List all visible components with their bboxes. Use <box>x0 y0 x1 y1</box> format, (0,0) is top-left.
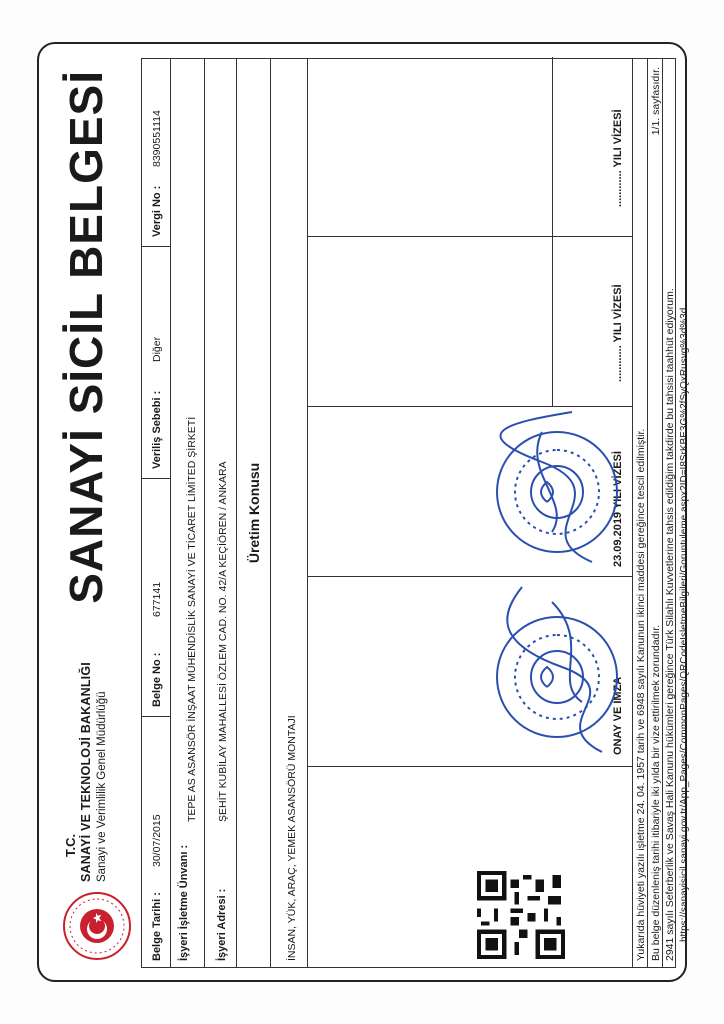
footer-line-3: 2941 sayılı Seferberlik ve Savaş Hali Kanunu hükümleri gereğince Türk Silahlı Kuvvetlerine tahsis edildiğim takdirde bu tahsisi taahhüt ediyorum. <box>664 288 676 961</box>
ministry-emblem-icon <box>61 890 133 962</box>
visa-3-label: ............ YILI VİZESİ <box>612 109 624 207</box>
unvan-value: TEPE AS ASANSÖR İNŞAAT MÜHENDİSLİK SANAYİ VE TİCARET LİMİTED ŞİRKETİ <box>186 416 198 822</box>
verilis-sebebi-label: Veriliş Sebebi : <box>151 390 163 469</box>
onay-ve-imza-label: ONAY VE İMZA <box>612 676 624 755</box>
page-number: 1/1. sayfasıdır. <box>650 67 662 136</box>
belge-no-value: 677141 <box>151 581 163 617</box>
verilis-sebebi-value: Diğer <box>151 336 163 362</box>
document-title: SANAYİ SİCİL BELGESİ <box>60 70 112 604</box>
footer-line-1: Yukarıda hüviyeti yazılı işletme 24. 04. 1957 tarih ve 6948 sayılı Kanunun ikinci maddesi gereğince tescil edilmiştir. <box>635 428 647 961</box>
qr-code-icon <box>477 871 565 959</box>
verification-url[interactable]: https://sanayisicil.sanayi.gov.tr/App_Pages/CommonPages/QRCodeIsletmeBilgileri/Goruntuleme.aspx?ID=I8SrKBE3G%2fSyQxRusvg%3d%3d <box>679 307 690 942</box>
vergi-no-value: 8390551114 <box>151 110 163 167</box>
signature-2-icon <box>482 402 622 572</box>
uretim-konusu-heading: Üretim Konusu <box>246 462 262 564</box>
adres-label: İşyeri Adresi : <box>216 888 228 961</box>
uretim-konusu-value: İNSAN, YÜK, ARAÇ, YEMEK ASANSÖRÜ MONTAJI <box>286 715 298 961</box>
belge-tarihi-value: 30/07/2015 <box>151 814 163 867</box>
footer-line-2: Bu belge düzenleniş tarihi itibariyle iki yılda bir vize ettirilmek zorundadır. <box>650 624 662 961</box>
certificate-table <box>141 58 676 968</box>
tc-label: T.C. <box>63 833 78 857</box>
unvan-label: İşyeri İşletme Ünvanı : <box>178 844 190 961</box>
signature-1-icon <box>482 572 622 762</box>
visa-2-label: ............ YILI VİZESİ <box>612 284 624 382</box>
adres-value: ŞEHİT KUBİLAY MAHALLESİ ÖZLEM CAD. NO. 42/A KEÇİÖREN / ANKARA <box>217 461 229 822</box>
ministry-name: SANAYİ VE TEKNOLOJİ BAKANLIĞI <box>79 662 93 882</box>
directorate-name: Sanayi ve Verimlilik Genel Müdürlüğü <box>96 691 108 882</box>
vergi-no-label: Vergi No : <box>151 185 163 237</box>
certificate-sheet <box>37 42 690 982</box>
belge-no-label: Belge No : <box>151 652 163 707</box>
belge-tarihi-label: Belge Tarihi : <box>151 892 163 961</box>
visa-1-label: 23.09.2019 YILI VİZESİ <box>612 451 624 567</box>
